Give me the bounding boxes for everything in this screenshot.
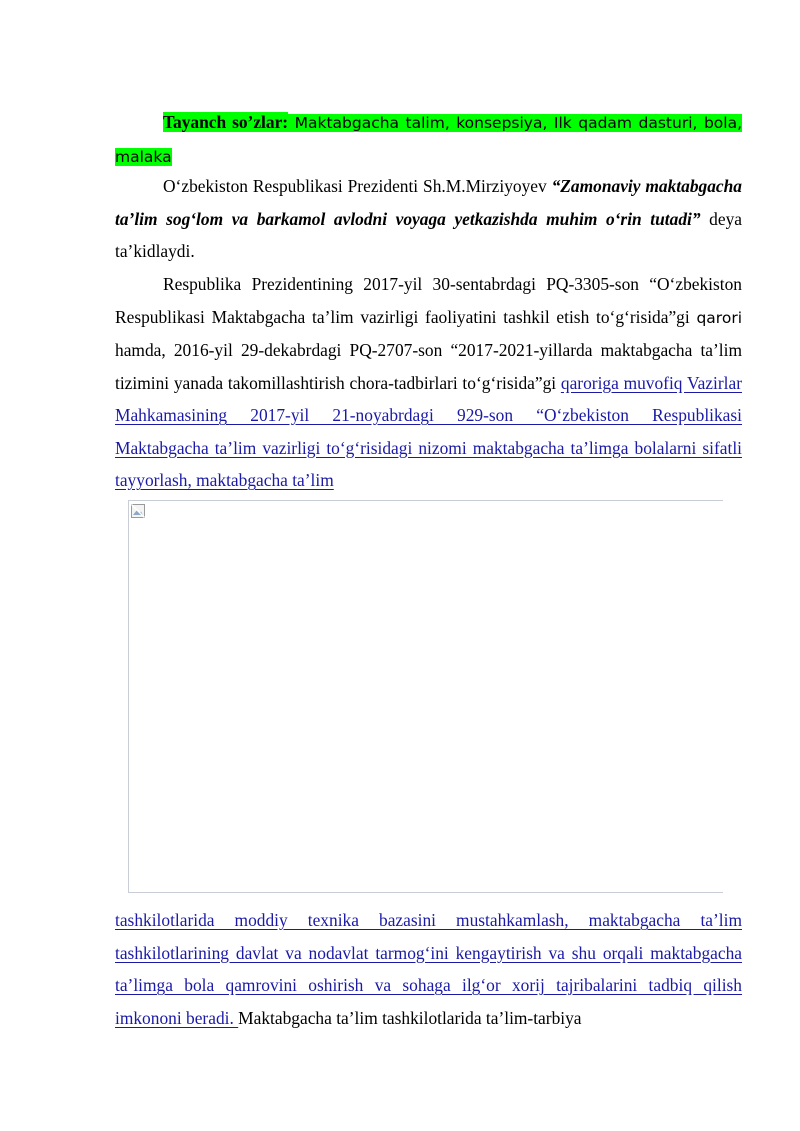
quote-lead-text: O‘zbekiston Respublikasi Prezidenti Sh.M.Mirziyoyev xyxy=(163,176,552,196)
keywords-text: Maktabgacha talim, konsepsiya, Ilk qadam dasturi, bola, malaka xyxy=(115,114,742,166)
continuation-text: Maktabgacha ta’lim tashkilotlarida ta’lim-tarbiya xyxy=(238,1007,582,1028)
decree-link[interactable]: qaroriga muvofiq Vazirlar Mahkamasining 2017-yil 21-noyabrdagi 929-son “O‘zbekiston Respublikasi Maktabgacha ta’lim vazirligi to‘g‘risidagi nizomi maktabgacha ta’limga bolalarni sifatli tayyorlash, maktabgacha ta’lim xyxy=(115,372,742,490)
president-quote-paragraph xyxy=(115,170,742,268)
broken-image-placeholder xyxy=(128,500,723,893)
continuation-paragraph xyxy=(115,904,742,1034)
continuation-link[interactable]: tashkilotlarida moddiy texnika bazasini mustahkamlash, maktabgacha ta’lim tashkilotlarining davlat va nodavlat tarmog‘ini kengaytirish va shu orqali maktabgacha ta’limga bola qamrovini oshirish va sohaga ilg‘or xorij tajribalarini tadbiq qilish imkononi beradi. xyxy=(115,910,742,1028)
keywords-label: Tayanch so’zlar: xyxy=(163,112,289,132)
broken-image-icon xyxy=(131,504,145,518)
quote-tail-text: deya ta’kidlaydi. xyxy=(115,208,742,261)
keywords-paragraph xyxy=(115,106,742,173)
decree-paragraph xyxy=(115,268,742,497)
quote-text: “Zamonaviy maktabgacha ta’lim sog‘lom va barkamol avlodni voyaga yetkazishda muhim o‘rin tutadi” xyxy=(115,176,742,229)
decree-text-c: hamda, 2016-yil 29-dekabrdagi PQ-2707-son “2017-2021-yillarda maktabgacha ta’lim tizimini yanada takomillashtirish chora-tadbirlari to‘g‘risida”gi xyxy=(115,340,742,393)
decree-text-b: qarori xyxy=(696,308,742,327)
decree-text-a: Respublika Prezidentining 2017-yil 30-sentabrdagi PQ-3305-son “O‘zbekiston Respublikasi Maktabgacha ta’lim vazirligi faoliyatini tashkil etish to‘g‘risida”gi xyxy=(115,274,742,327)
